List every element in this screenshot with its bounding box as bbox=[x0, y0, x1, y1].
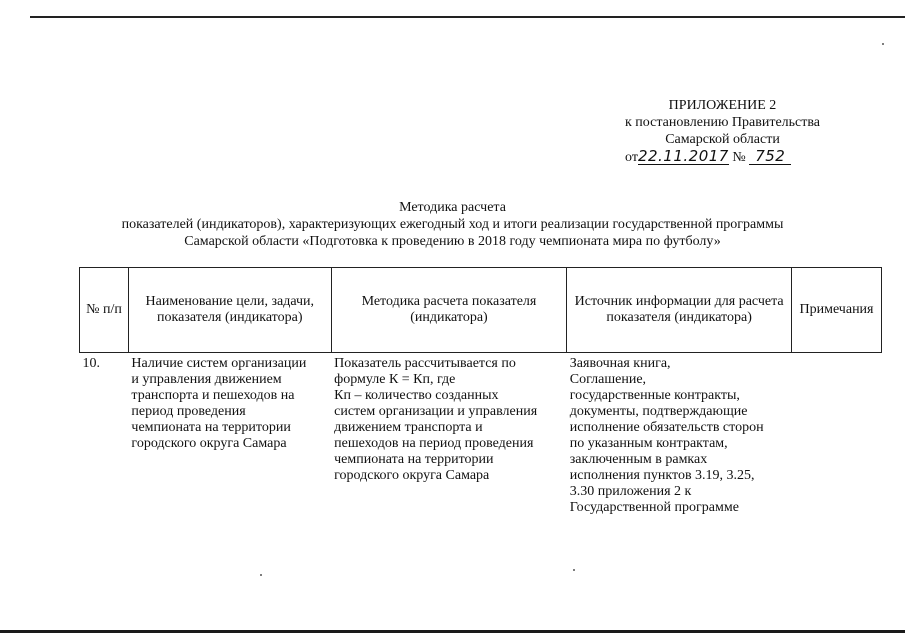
cell-line: и управления движением bbox=[131, 372, 282, 387]
cell-line: исполнения пунктов 3.19, 3.25, bbox=[569, 468, 755, 483]
row-method bbox=[331, 353, 567, 517]
cell-line: государственные контракты, bbox=[569, 388, 740, 403]
appendix-line-1: к постановлению Правительства bbox=[624, 115, 821, 130]
cell-line: Соглашение, bbox=[569, 372, 647, 387]
table-row bbox=[80, 353, 882, 517]
header-source: Источник информации для расчета показателя (индикатора) bbox=[567, 268, 792, 353]
cell-line: по указанным контрактам, bbox=[569, 436, 728, 451]
cell-line: чемпионата на территории bbox=[131, 420, 291, 435]
cell-line: систем организации и управления bbox=[334, 404, 538, 419]
scan-speck bbox=[260, 574, 262, 576]
number-label: № bbox=[732, 150, 746, 165]
heading-line-1: Методика расчета bbox=[399, 200, 506, 215]
scan-speck bbox=[882, 43, 884, 45]
cell-line: пешеходов на период проведения bbox=[334, 436, 534, 451]
row-name bbox=[128, 353, 331, 517]
cell-line: формуле К = Кп, где bbox=[334, 372, 456, 387]
heading-line-2: показателей (индикаторов), характеризующих ежегодный ход и итоги реализации государственной программы bbox=[121, 217, 784, 232]
header-name: Наименование цели, задачи, показателя (индикатора) bbox=[128, 268, 331, 353]
header-number: № п/п bbox=[80, 268, 129, 353]
cell-line: Кп – количество созданных bbox=[334, 388, 499, 403]
row-note bbox=[791, 353, 881, 517]
header-notes: Примечания bbox=[791, 268, 881, 353]
cell-line: чемпионата на территории bbox=[334, 452, 494, 467]
cell-line: транспорта и пешеходов на bbox=[131, 388, 295, 403]
cell-line: городского округа Самара bbox=[131, 436, 287, 451]
appendix-title: ПРИЛОЖЕНИЕ 2 bbox=[668, 98, 777, 113]
cell-line: Заявочная книга, bbox=[569, 356, 671, 371]
cell-line: Наличие систем организации bbox=[131, 356, 307, 371]
cell-line: Государственной программе bbox=[569, 500, 739, 515]
scan-edge-bottom bbox=[0, 630, 905, 633]
appendix-block bbox=[600, 97, 845, 166]
scan-speck bbox=[573, 569, 575, 571]
appendix-date-line bbox=[600, 148, 845, 166]
date-prefix: от bbox=[625, 150, 638, 165]
header-method: Методика расчета показателя (индикатора) bbox=[331, 268, 567, 353]
scan-edge-top bbox=[30, 16, 905, 18]
cell-line: Показатель рассчитывается по bbox=[334, 356, 516, 371]
cell-line: городского округа Самара bbox=[334, 468, 490, 483]
appendix-line-2: Самарской области bbox=[665, 132, 780, 147]
heading-line-3: Самарской области «Подготовка к проведению в 2018 году чемпионата мира по футболу» bbox=[184, 234, 721, 249]
methodology-table bbox=[79, 267, 882, 516]
cell-line: исполнение обязательств сторон bbox=[569, 420, 764, 435]
table-header-row bbox=[80, 268, 882, 353]
cell-line: заключенным в рамках bbox=[569, 452, 708, 467]
row-number: 10. bbox=[82, 356, 100, 371]
document-heading bbox=[0, 199, 905, 250]
row-source bbox=[567, 353, 792, 517]
handwritten-number: 752 bbox=[749, 148, 791, 165]
cell-line: 3.30 приложения 2 к bbox=[569, 484, 692, 499]
cell-line: документы, подтверждающие bbox=[569, 404, 748, 419]
cell-line: движением транспорта и bbox=[334, 420, 483, 435]
cell-line: период проведения bbox=[131, 404, 246, 419]
handwritten-date: 22.11.2017 bbox=[637, 147, 729, 165]
